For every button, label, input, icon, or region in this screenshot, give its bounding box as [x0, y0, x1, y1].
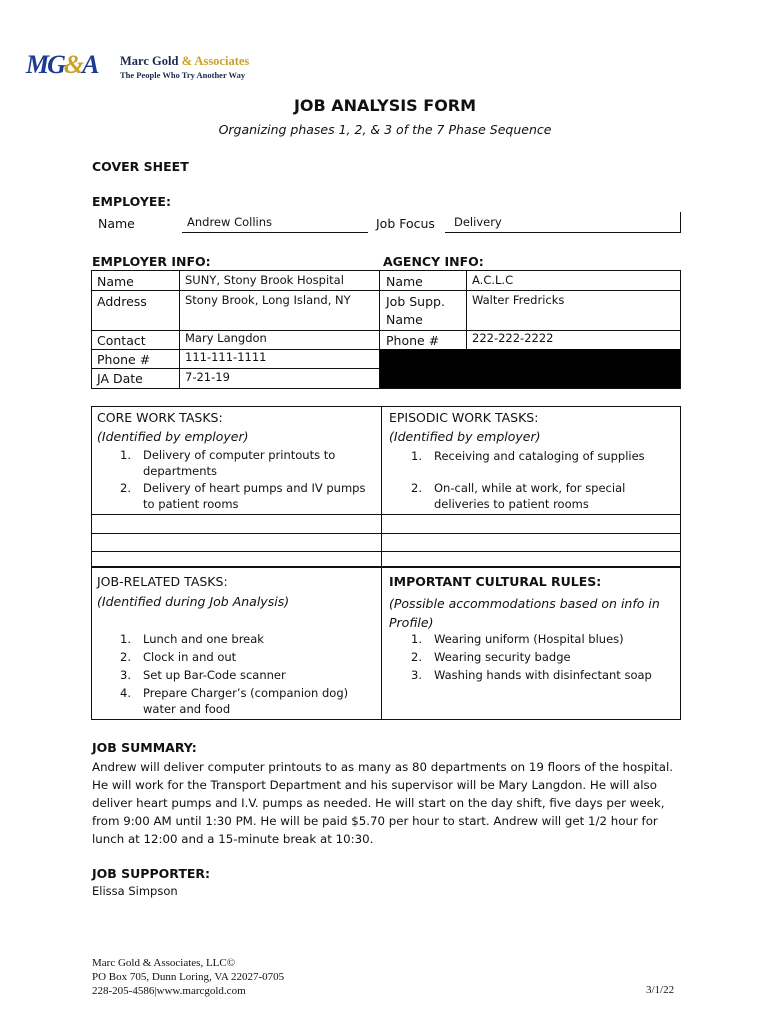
- list-item: 4. Prepare Charger’s (companion dog) water and food: [120, 686, 349, 716]
- employee-heading: EMPLOYEE:: [92, 194, 171, 209]
- job-supporter-heading: JOB SUPPORTER:: [92, 866, 211, 881]
- job-supp-label: Job Supp.: [386, 294, 445, 309]
- company-logo: [26, 50, 256, 86]
- list-item: 2. On-call, while at work, for special deliveries to patient rooms: [411, 481, 626, 511]
- list-item: 1. Wearing uniform (Hospital blues): [411, 632, 624, 646]
- footer-line-3: 228-205-4586|www.marcgold.com: [92, 985, 246, 997]
- job-related-sub: (Identified during Job Analysis): [97, 594, 290, 609]
- form-subtitle: Organizing phases 1, 2, & 3 of the 7 Phase Sequence: [218, 122, 552, 137]
- list-item: 1. Delivery of computer printouts to departments: [120, 448, 336, 478]
- cover-sheet-heading: COVER SHEET: [92, 159, 189, 174]
- list-item: 2. Clock in and out: [120, 650, 237, 664]
- employer-address-label: Address: [97, 294, 147, 309]
- cultural-rules-heading: IMPORTANT CULTURAL RULES:: [389, 574, 602, 589]
- employer-contact-label: Contact: [97, 333, 146, 348]
- job-supp-value: Walter Fredricks: [472, 293, 565, 307]
- employer-phone-label: Phone #: [97, 352, 151, 367]
- ja-date-label: JA Date: [97, 371, 143, 386]
- job-focus-value: Delivery: [454, 215, 502, 229]
- logo-tagline: The People Who Try Another Way: [120, 70, 246, 80]
- core-tasks-sub: (Identified by employer): [97, 429, 249, 444]
- core-tasks-heading: CORE WORK TASKS:: [97, 410, 223, 425]
- employer-contact-value: Mary Langdon: [185, 331, 267, 345]
- core-tasks-list: [120, 447, 378, 512]
- employee-name-value: Andrew Collins: [187, 215, 272, 229]
- cultural-rules-list: [411, 631, 676, 683]
- redacted-block: [380, 349, 680, 388]
- agency-phone-label: Phone #: [386, 333, 440, 348]
- agency-phone-value: 222-222-2222: [472, 331, 554, 345]
- list-item: 1. Lunch and one break: [120, 632, 264, 646]
- episodic-tasks-sub: (Identified by employer): [389, 429, 541, 444]
- footer-line-1: Marc Gold & Associates, LLC©: [92, 957, 236, 969]
- list-item: 2. Delivery of heart pumps and IV pumps to patient rooms: [120, 481, 366, 511]
- employee-name-underline: [182, 232, 368, 233]
- agency-name-value: A.C.L.C: [472, 273, 514, 287]
- episodic-tasks-heading: EPISODIC WORK TASKS:: [389, 410, 539, 425]
- episodic-tasks-list: [411, 448, 671, 512]
- job-related-heading: JOB-RELATED TASKS:: [97, 574, 228, 589]
- footer-date: 3/1/22: [646, 984, 675, 996]
- job-focus-label: Job Focus: [376, 216, 435, 231]
- footer-line-2: PO Box 705, Dunn Loring, VA 22027-0705: [92, 971, 285, 983]
- employer-address-value: Stony Brook, Long Island, NY: [185, 293, 351, 307]
- ja-date-value: 7-21-19: [185, 370, 230, 384]
- job-summary-heading: JOB SUMMARY:: [92, 740, 197, 755]
- footer-address: [92, 956, 284, 998]
- employer-name-value: SUNY, Stony Brook Hospital: [185, 273, 344, 287]
- job-summary-text: Andrew will deliver computer printouts to as many as 80 departments on 19 floors of the hospital. He will work for the Transport Department and his supervisor will be Mary Langdon. He will also deliver heart pumps and I.V. pumps as needed. He will start on the day shift, five days per week, from 9:00 AM until 1:30 PM. He will be paid $5.70 per hour to start. Andrew will get 1/2 hour for lunch at 12:00 and a 15-minute break at 10:30.: [92, 760, 673, 846]
- logo-mark: MG&A: [26, 50, 98, 79]
- logo-company-name: Marc Gold & Associates: [120, 54, 250, 68]
- cultural-rules-sub: (Possible accommodations based on info in Profile): [389, 596, 660, 630]
- job-supporter-name: Elissa Simpson: [92, 884, 178, 898]
- list-item: 1. Receiving and cataloging of supplies: [411, 449, 645, 463]
- agency-info-heading: AGENCY INFO:: [383, 254, 484, 269]
- list-item: 3. Set up Bar-Code scanner: [120, 668, 286, 682]
- employee-name-label: Name: [98, 216, 135, 231]
- job-focus-underline: [445, 232, 680, 233]
- job-focus-end-tick: [680, 212, 681, 233]
- list-item: 3. Washing hands with disinfectant soap: [411, 668, 652, 682]
- employer-info-heading: EMPLOYER INFO:: [92, 254, 211, 269]
- form-title: JOB ANALYSIS FORM: [293, 96, 477, 115]
- job-supp-label-line2: Name: [386, 312, 423, 327]
- list-item: 2. Wearing security badge: [411, 650, 571, 664]
- employer-name-label: Name: [97, 274, 134, 289]
- employer-phone-value: 111-111-1111: [185, 350, 267, 364]
- job-related-list: [120, 631, 378, 717]
- agency-name-label: Name: [386, 274, 423, 289]
